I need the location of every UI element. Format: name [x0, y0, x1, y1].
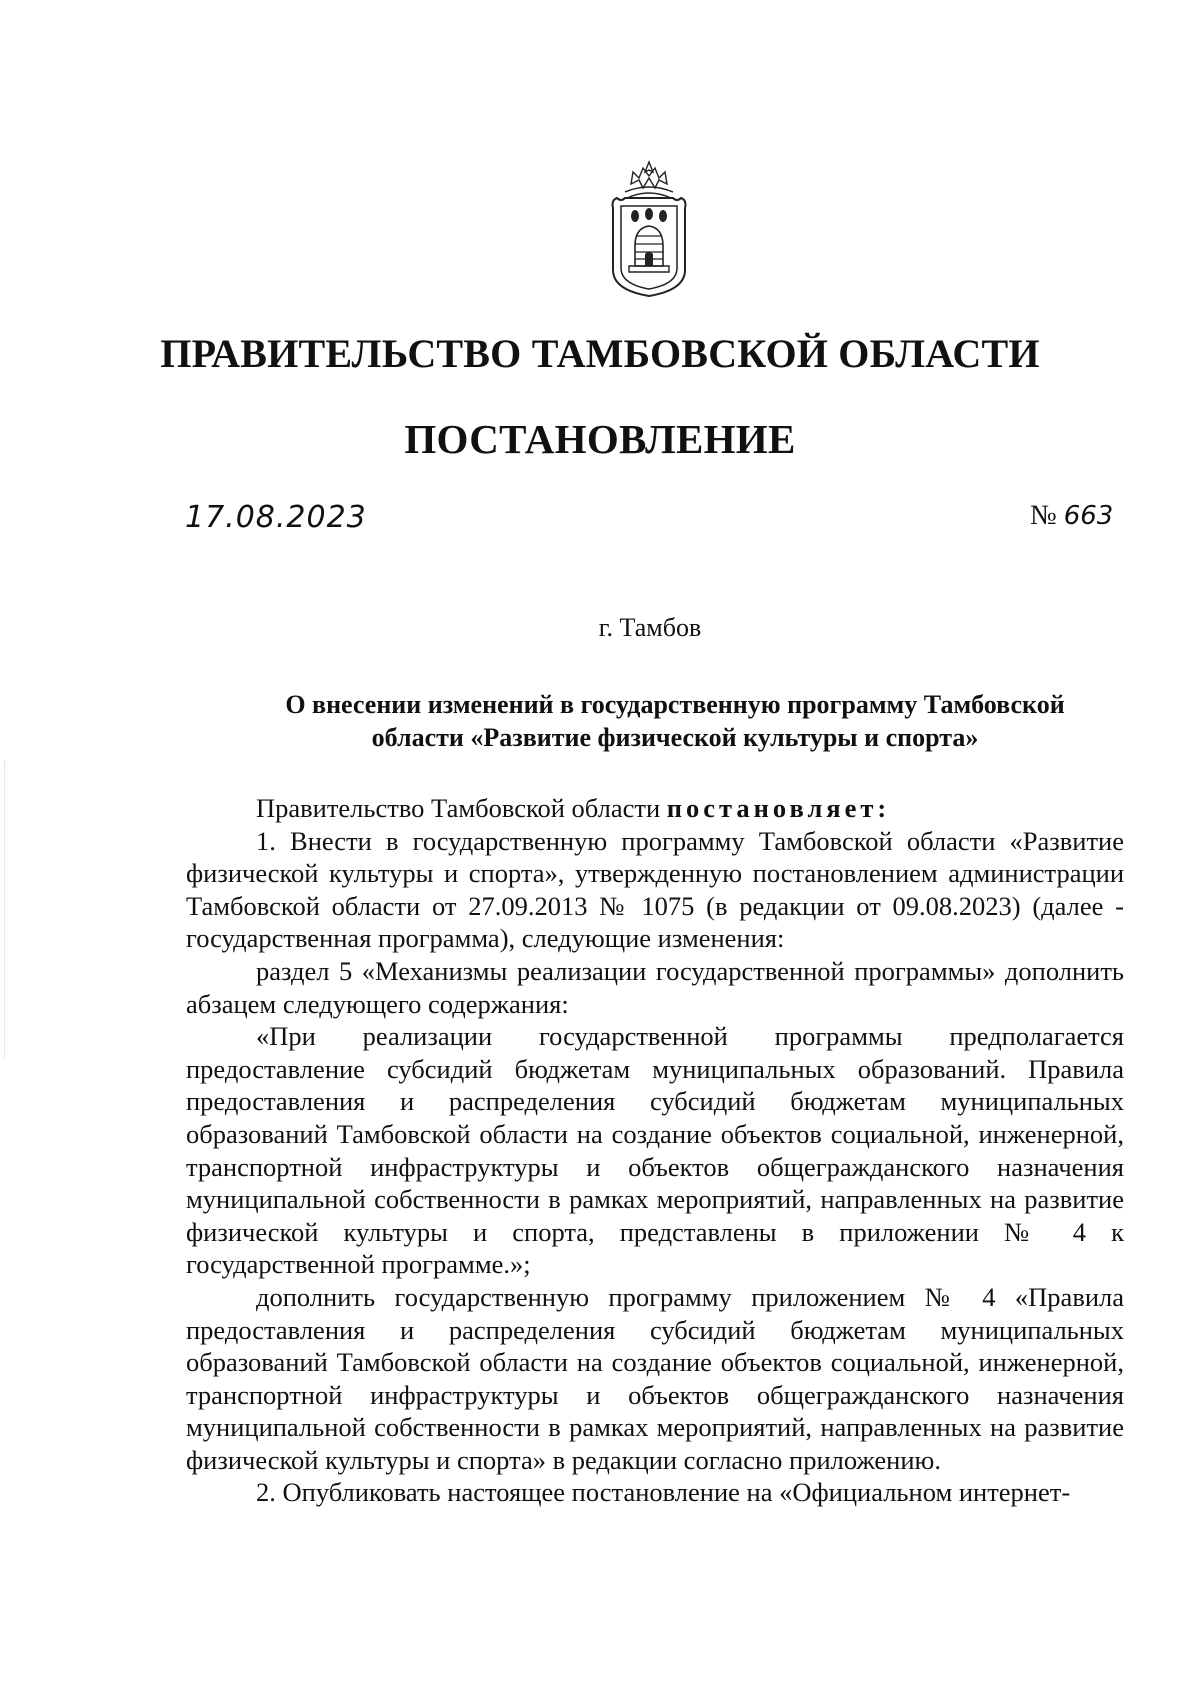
document-subject	[230, 688, 1120, 754]
body-paragraph: дополнить государственную программу приложением № 4 «Правила предоставления и распределения субсидий бюджетам муниципальных образований Тамбовской области на создание объектов социальной, инженерной, транспортной инфраструктуры и объектов общегражданского назначения муниципальной собственности в рамках мероприятий, направленных на развитие физической культуры и спорта» в редакции согласно приложению.	[186, 1281, 1124, 1475]
body-paragraph: раздел 5 «Механизмы реализации государственной программы» дополнить абзацем следующего содержания:	[186, 955, 1124, 1019]
intro-verb: постановляет:	[666, 793, 891, 823]
organization-title: ПРАВИТЕЛЬСТВО ТАМБОВСКОЙ ОБЛАСТИ	[160, 331, 1040, 376]
document-type-title: ПОСТАНОВЛЕНИЕ	[404, 416, 796, 462]
city-line: г. Тамбов	[598, 613, 702, 642]
intro-prefix: Правительство Тамбовской области	[256, 793, 661, 823]
body-paragraph: 2. Опубликовать настоящее постановление на «Официальном интернет-	[256, 1477, 1071, 1508]
subject-line-2: области «Развитие физической культуры и спорта»	[371, 723, 979, 752]
scan-edge-marks	[4, 760, 8, 1060]
body-paragraph: 1. Внести в государственную программу Тамбовской области «Развитие физической культуры и спорта», утвержденную постановлением администрации Тамбовской области от 27.09.2013 № 1075 (в редакции от 09.08.2023) (далее - государственная программа), следующие изменения:	[186, 825, 1124, 954]
intro-paragraph	[186, 792, 1124, 825]
number-label: №	[1030, 500, 1057, 531]
document-date: 17.08.2023	[185, 500, 367, 535]
number-value: 663	[1063, 501, 1114, 531]
document-number	[1030, 500, 1113, 532]
subject-line-1: О внесении изменений в государственную программу Тамбовской	[285, 690, 1065, 719]
document-body	[186, 792, 1124, 1509]
body-paragraph: «При реализации государственной программы предполагается предоставление субсидий бюджетам муниципальных образований. Правила предоставления и распределения субсидий бюджетам муниципальных образований Тамбовской области на создание объектов социальной, инженерной, транспортной инфраструктуры и объектов общегражданского назначения муниципальной собственности в рамках мероприятий, направленных на развитие физической культуры и спорта, представлены в приложении № 4 к государственной программе.»;	[186, 1021, 1124, 1280]
tambov-coat-of-arms-icon	[603, 158, 695, 298]
